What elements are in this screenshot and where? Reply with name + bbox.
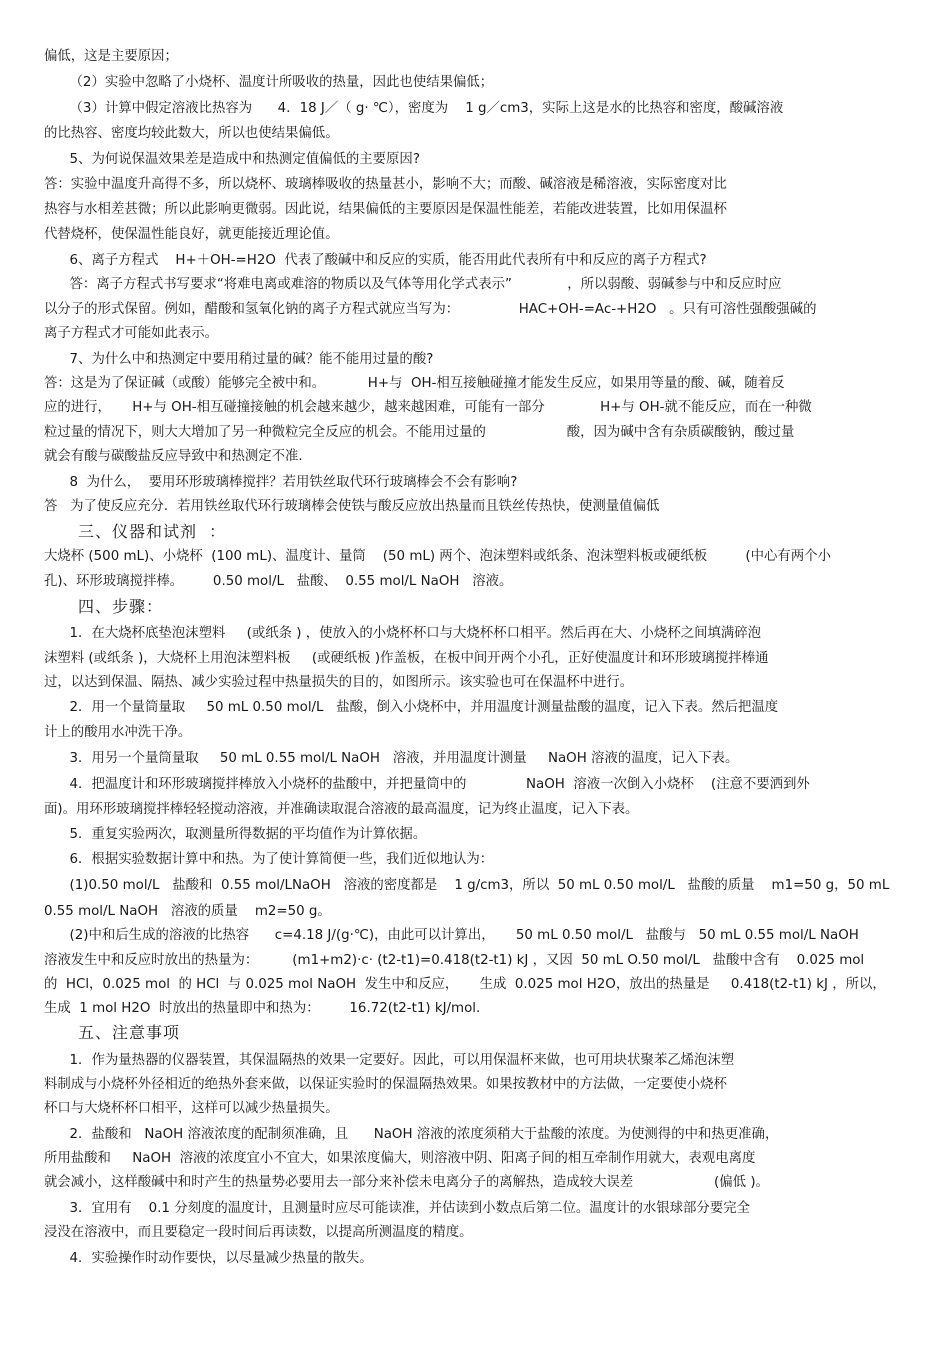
text-line: （3）计算中假定溶液比热容为 4．18 J／（ g· ℃），密度为 1 g／cm3，实际上这是水的比热容和密度，酸碱溶液 (44, 101, 784, 116)
text-line: 料制成与小烧杯外径相近的绝热外套来做，以保证实验时的保温隔热效果。如果按教材中的方法做，一定要使小烧杯 (44, 1077, 727, 1092)
question-7: 7、为什么中和热测定中要用稍过量的碱？能不能用过量的酸? (44, 352, 434, 367)
step-5: 5．重复实验两次，取测量所得数据的平均值作为计算依据。 (44, 827, 427, 842)
text-line: 浸没在溶液中，而且要稳定一段时间后再读数，以提高所测温度的精度。 (44, 1225, 473, 1240)
text-line: 热容与水相差甚微；所以此影响更微弱。因此说，结果偏低的主要原因是保温性能差，若能改进装置，比如用保温杯 (44, 202, 727, 217)
text-line: 答 为了使反应充分．若用铁丝取代环行玻璃棒会使铁与酸反应放出热量而且铁丝传热快，使测量值偏低 (44, 499, 660, 514)
text-line: 就会减小，这样酸碱中和时产生的热量势必要用去一部分来补偿未电离分子的离解热，造成较大误差 (偏低 )。 (44, 1175, 769, 1190)
text-line: （2）实验中忽略了小烧杯、温度计所吸收的热量，因此也使结果偏低； (44, 75, 494, 90)
question-8: 8 为什么， 要用环形玻璃棒搅拌？若用铁丝取代环行玻璃棒会不会有影响? (44, 475, 518, 490)
text-line: (1)0.50 mol/L 盐酸和 0.55 mol/LNaOH 溶液的密度都是 1 g/cm3，所以 50 mL 0.50 mol/L 盐酸的质量 m1=50 g，50 mL (44, 878, 890, 893)
text-line: 过，以达到保温、隔热、减少实验过程中热量损失的目的，如图所示。该实验也可在保温杯中进行。 (44, 675, 634, 690)
note-3: 3．宜用有 0.1 分刻度的温度计，且测量时应尽可能读准，并估读到小数点后第二位。温度计的水银球部分要完全 (44, 1201, 750, 1216)
text-line: 答：实验中温度升高得不多，所以烧杯、玻璃棒吸收的热量甚小，影响不大；而酸、碱溶液是稀溶液，实际密度对比 (44, 177, 727, 192)
text-line: 以分子的形式保留。例如，醋酸和氢氧化钠的离子方程式就应当写为： HAC+OH-=Ac-+H2O 。只有可溶性强酸强碱的 (44, 302, 817, 317)
section-heading-apparatus: 三、仪器和试剂 ： (78, 522, 227, 541)
question-6: 6、离子方程式 H+＋OH-=H2O 代表了酸碱中和反应的实质，能否用此代表所有中和反应的离子方程式? (44, 253, 707, 268)
text-line: 孔)、环形玻璃搅拌棒。 0.50 mol/L 盐酸、 0.55 mol/L NaOH 溶液。 (44, 574, 513, 589)
text-line: 溶液发生中和反应时放出的热量为： (m1+m2)·c· (t2-t1)=0.418(t2-t1) kJ ，又因 50 mL O.50 mol/L 盐酸中含有 0.025 mol (44, 953, 865, 968)
text-line: 所用盐酸和 NaOH 溶液的浓度宜小不宜大，如果浓度偏大，则溶液中阴、阳离子间的相互牵制作用就大，表观电离度 (44, 1151, 756, 1166)
text-line: 0.55 mol/L NaOH 溶液的质量 m2=50 g。 (44, 904, 331, 919)
step-2: 2．用一个量筒量取 50 mL 0.50 mol/L 盐酸，倒入小烧杯中，并用温度计测量盐酸的温度，记入下表。然后把温度 (44, 700, 779, 715)
note-4: 4．实验操作时动作要快，以尽量减少热量的散失。 (44, 1251, 373, 1266)
question-5: 5、为何说保温效果差是造成中和热测定值偏低的主要原因? (44, 152, 420, 167)
section-heading-notes: 五、注意事项 (78, 1023, 181, 1042)
text-line: 就会有酸与碳酸盐反应导致中和热测定不准. (44, 449, 303, 464)
text-line: 偏低，这是主要原因； (44, 49, 178, 64)
step-1: 1．在大烧杯底垫泡沫塑料 (或纸条 ) ，使放入的小烧杯杯口与大烧杯杯口相平。然后再在大、小烧杯之间填满碎泡 (44, 626, 762, 641)
text-line: 离子方程式才可能如此表示。 (44, 326, 219, 341)
text-line: 应的进行， H+与 OH-相互碰撞接触的机会越来越少，越来越困难，可能有一部分 H+与 OH-就不能反应，而在一种微 (44, 400, 812, 415)
note-1: 1．作为量热器的仪器装置，其保温隔热的效果一定要好。因此，可以用保温杯来做，也可用块状聚苯乙烯泡沫塑 (44, 1053, 735, 1068)
text-line: 的 HCl，0.025 mol 的 HCl 与 0.025 mol NaOH 发生中和反应， 生成 0.025 mol H2O，放出的热量是 0.418(t2-t1) kJ ，所以， (44, 977, 886, 992)
text-line: 的比热容、密度均较此数大，所以也使结果偏低。 (44, 126, 339, 141)
text-line: 沫塑料 (或纸条 )，大烧杯上用泡沫塑料板 (或硬纸板 )作盖板，在板中间开两个小孔，正好使温度计和环形玻璃搅拌棒通 (44, 651, 769, 666)
text-line: 答：这是为了保证碱（或酸）能够完全被中和。 H+与 OH-相互接触碰撞才能发生反应，如果用等量的酸、碱，随着反 (44, 376, 785, 391)
step-3: 3．用另一个量筒量取 50 mL 0.55 mol/L NaOH 溶液，并用温度计测量 NaOH 溶液的温度，记入下表。 (44, 751, 739, 766)
text-line: 面)。用环形玻璃搅拌棒轻轻搅动溶液，并准确读取混合溶液的最高温度，记为终止温度，记入下表。 (44, 802, 639, 817)
text-line: 答：离子方程式书写要求“将难电离或难溶的物质以及气体等用化学式表示” ，所以弱酸、弱碱参与中和反应时应 (44, 277, 782, 292)
text-line: (2)中和后生成的溶液的比热容 c=4.18 J/(g·℃)，由此可以计算出， 50 mL 0.50 mol/L 盐酸与 50 mL 0.55 mol/L NaOH (44, 928, 859, 943)
step-4: 4．把温度计和环形玻璃搅拌棒放入小烧杯的盐酸中，并把量筒中的 NaOH 溶液一次倒入小烧杯 (注意不要洒到外 (44, 777, 810, 792)
step-6: 6．根据实验数据计算中和热。为了使计算简便一些，我们近似地认为： (44, 852, 494, 867)
note-2: 2．盐酸和 NaOH 溶液浓度的配制须准确，且 NaOH 溶液的浓度须稍大于盐酸的浓度。为使测得的中和热更准确， (44, 1127, 779, 1142)
text-line: 计上的酸用水冲洗干净。 (44, 725, 192, 740)
text-line: 生成 1 mol H2O 时放出的热量即中和热为： 16.72(t2-t1) kJ/mol. (44, 1001, 481, 1016)
text-line: 大烧杯 (500 mL)、小烧杯 (100 mL)、温度计、量筒 (50 mL) 两个、泡沫塑料或纸条、泡沫塑料板或硬纸板 (中心有两个小 (44, 549, 831, 564)
text-line: 杯口与大烧杯杯口相平，这样可以减少热量损失。 (44, 1101, 339, 1116)
text-line: 代替烧杯，使保温性能良好，就更能接近理论值。 (44, 227, 339, 242)
section-heading-steps: 四、步骤： (78, 597, 164, 616)
text-line: 粒过量的情况下，则大大增加了另一种微粒完全反应的机会。不能用过量的 酸，因为碱中含有杂质碳酸钠，酸过量 (44, 425, 795, 440)
